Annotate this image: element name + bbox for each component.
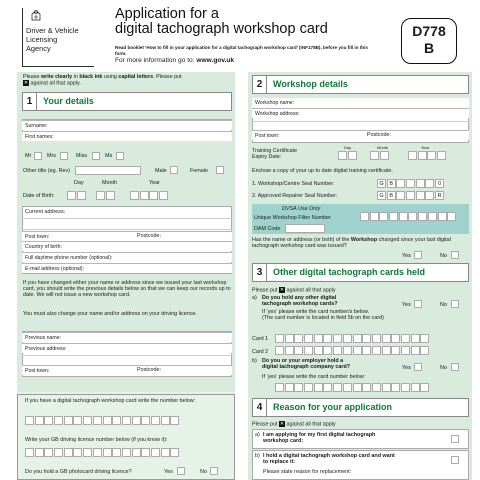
reason-a-checkbox[interactable] (451, 435, 459, 443)
agency-name: Driver & Vehicle Licensing Agency (26, 26, 79, 53)
section3-header (252, 263, 469, 282)
reason-b-checkbox[interactable] (451, 456, 459, 464)
section2-title: Workshop details (273, 79, 348, 89)
workshop-changed-yes-label: Yes (402, 253, 411, 259)
card1-number-cells[interactable] (275, 334, 430, 343)
seal1-cells[interactable]: G B 0 (377, 179, 445, 188)
more-info-line: For more information go to: www.gov.uk (115, 57, 235, 64)
tick-box-icon: ✕ (23, 80, 29, 87)
photocard-question: Do you hold a GB photocard driving licence? (25, 469, 132, 475)
female-checkbox[interactable] (216, 166, 224, 174)
workshop-address-field[interactable]: Workshop address: (252, 108, 469, 118)
workshop-changed-no-checkbox[interactable] (451, 251, 459, 259)
dob-day-label: Day (74, 180, 84, 186)
intro-instructions: Please write clearly in black ink using capital letters. Please put ✕ against all that apply. (23, 74, 182, 87)
cert-month-cells[interactable] (370, 151, 389, 160)
photocard-yes-checkbox[interactable] (177, 467, 185, 475)
form-title: Application for a digital tachograph workshop card (115, 6, 328, 37)
q3a-yes-checkbox[interactable] (414, 300, 422, 308)
title-mr-label: Mr (25, 153, 32, 159)
unique-filter-cells (360, 212, 457, 221)
male-label: Male (155, 168, 167, 174)
previous-name-field[interactable]: Previous name: (22, 332, 232, 342)
seal2-cells[interactable]: G B R (377, 191, 445, 200)
workshop-changed-question: Has the name or address (or both) of the Workshop changed since your last digital tachograph workshop card was issued? (252, 237, 451, 250)
workshop-name-field[interactable]: Workshop name: (252, 98, 469, 108)
change-licence-note: You must also change your name and/or address on your driving licence. (23, 311, 197, 317)
card-number-instruction: If you have a digital tachograph workshop card write the number below: (25, 398, 196, 404)
section4-header (252, 398, 469, 417)
section2-number: 2 (253, 76, 267, 93)
q3b-yes-checkbox[interactable] (414, 363, 422, 371)
dvsa-use-only-label: DVSA Use Only (282, 206, 321, 212)
address-line (22, 229, 232, 230)
cert-year-label: Year (421, 145, 430, 150)
title-ms-checkbox[interactable] (116, 152, 124, 160)
q3a-no-checkbox[interactable] (451, 300, 459, 308)
seal1-label: 1. Workshop/Centre Seal Number: (252, 181, 335, 187)
card2-number-cells[interactable] (275, 346, 430, 355)
male-checkbox[interactable] (170, 166, 178, 174)
gb-licence-instruction: Write your GB driving licence number below (if you know it): (25, 437, 168, 443)
previous-address-field[interactable]: Previous address: (22, 343, 232, 353)
email-field[interactable]: E-mail address (optional): (22, 263, 232, 273)
section3-please-put: Please put ✕ against all that apply (252, 287, 336, 294)
dam-code-input (285, 224, 325, 233)
surname-field[interactable]: Surname: (22, 120, 232, 130)
q3a-label: a) (252, 295, 257, 301)
post-town-field[interactable]: Post town: (22, 231, 232, 241)
royal-crest-icon (30, 8, 42, 21)
unique-filter-label: Unique Workshop Filter Number (254, 215, 331, 221)
cert-day-label: Day (344, 145, 352, 150)
section4-please-put: Please put ✕ against all that apply (252, 421, 336, 428)
training-cert-label: Training Certificate Expiry Date: (252, 148, 298, 161)
title-mrs-checkbox[interactable] (60, 152, 68, 160)
card2-label: Card 2 (252, 349, 269, 355)
card1-label: Card 1 (252, 336, 269, 342)
photocard-no-checkbox[interactable] (210, 467, 218, 475)
q3a-no-label: No (440, 302, 447, 308)
first-names-field[interactable]: First names: (22, 131, 232, 141)
cert-month-label: Month (377, 145, 389, 150)
q3b-if-yes: If ‘yes’ please write the card number below: (262, 374, 366, 380)
other-title-input[interactable] (75, 166, 141, 175)
dob-day-cells[interactable] (67, 191, 86, 200)
gb-licence-number-cells[interactable] (25, 448, 180, 457)
dam-code-label: DAM Code (254, 226, 281, 232)
section4-title: Reason for your application (273, 402, 393, 412)
q3b-no-checkbox[interactable] (451, 363, 459, 371)
other-title-label: Other title (eg. Rev) (23, 168, 71, 174)
current-address-label: Current address: (25, 209, 66, 215)
section4-number: 4 (253, 399, 267, 416)
q3b-label: b) (252, 358, 257, 364)
q3a-if-yes: If ‘yes’ please write the card number/s below. (The card number is located in field 5b on the card) (262, 309, 384, 322)
q3b-no-label: No (440, 365, 447, 371)
dob-year-label: Year (149, 180, 160, 186)
reason-b-text: I hold a digital tachograph workshop card and want to replace it: (263, 453, 395, 466)
reason-a-label: a) (255, 432, 260, 438)
photocard-yes-label: Yes (164, 469, 173, 475)
workshop-card-number-cells[interactable] (25, 416, 180, 425)
phone-field[interactable]: Full daytime phone number (optional): (22, 252, 232, 262)
photocard-no-label: No (200, 469, 207, 475)
previous-post-town-field[interactable]: Post town: (22, 365, 232, 375)
seal2-label: 2. Approved Repairer Seal Number: (252, 193, 338, 199)
workshop-changed-yes-checkbox[interactable] (414, 251, 422, 259)
section3-title: Other digital tachograph cards held (273, 267, 426, 277)
section2-header (252, 75, 469, 94)
title-miss-label: Miss (76, 153, 88, 159)
cert-day-cells[interactable] (338, 151, 357, 160)
section1-header (22, 92, 232, 111)
workshop-post-town-field[interactable]: Post town: (252, 130, 469, 140)
reason-b-label: b) (255, 453, 260, 459)
q3a-yes-label: Yes (402, 302, 411, 308)
q3b-question: Do you or your employer hold a digital tachograph company card? (262, 358, 351, 371)
header-divider-bottom (22, 66, 94, 67)
title-ms-label: Ms (105, 153, 113, 159)
section3-number: 3 (253, 264, 267, 281)
replacement-reason-label: Please state reason for replacement: (263, 469, 352, 475)
reason-a-text: I am applying for my first digital tachograph workshop card: (263, 432, 376, 445)
form-code-badge: D778 B (401, 18, 457, 64)
previous-postcode-label: Postcode: (137, 367, 161, 373)
workshop-postcode-label: Postcode: (367, 132, 391, 138)
changed-details-note: If you have changed either your name or address since we issued your last workshop card, you should write the previous details below so that we can keep our records up to date. We will not issue a new workshop card. (23, 280, 231, 299)
dob-year-cells[interactable] (130, 191, 169, 200)
q3a-question: Do you hold any other digital tachograph workshop cards? (262, 295, 338, 308)
header-divider-left (22, 8, 23, 66)
cert-year-cells[interactable] (408, 151, 447, 160)
q3b-yes-label: Yes (402, 365, 411, 371)
workshop-changed-no-label: No (440, 253, 447, 259)
title-mr-checkbox[interactable] (34, 152, 42, 160)
enclose-certificate-note: Enclose a copy of your up to date digital training certificate. (252, 168, 393, 174)
section1-number: 1 (23, 93, 37, 110)
address-line (22, 218, 232, 219)
dob-month-cells[interactable] (96, 191, 115, 200)
title-miss-checkbox[interactable] (92, 152, 100, 160)
form-subtitle: Read booklet ‘How to fill in your application for a digital tachograph workshop card’ (INF178B), before you fill in this form. (115, 45, 368, 56)
dob-label: Date of Birth: (23, 193, 55, 199)
postcode-label: Postcode: (137, 233, 161, 239)
more-info-url[interactable]: www.gov.uk (196, 57, 235, 64)
section1-title: Your details (43, 96, 94, 106)
country-of-birth-field[interactable]: Country of birth: (22, 241, 232, 251)
company-card-number-cells[interactable] (275, 383, 430, 392)
female-label: Female (190, 168, 208, 174)
address-line (252, 121, 469, 122)
dob-month-label: Month (102, 180, 117, 186)
address-line (22, 355, 232, 356)
tick-box-icon: ✕ (279, 421, 285, 427)
tick-box-icon: ✕ (279, 287, 285, 293)
title-mrs-label: Mrs (47, 153, 56, 159)
